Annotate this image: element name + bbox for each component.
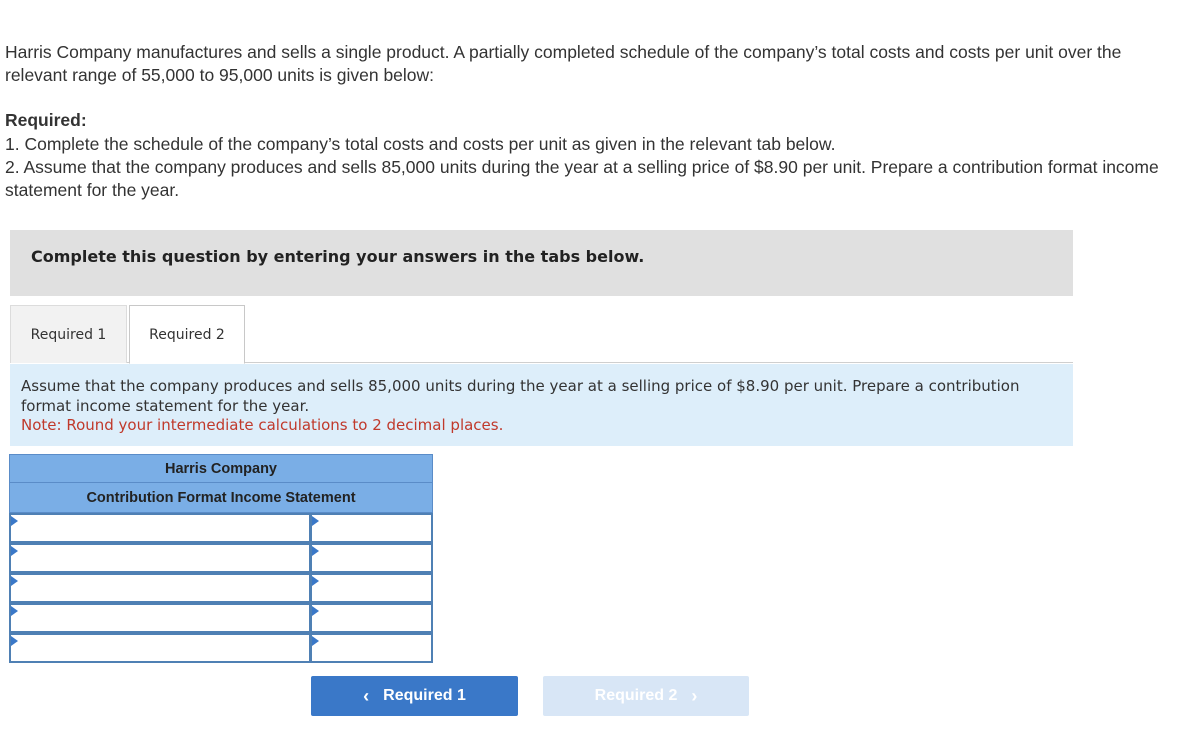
- income-statement-table: [9, 454, 433, 663]
- row-amount-input[interactable]: [312, 575, 431, 601]
- rounding-note: Note: Round your intermediate calculations to 2 decimal places.: [21, 416, 504, 434]
- row-label-cell[interactable]: [9, 633, 311, 663]
- row-amount-cell[interactable]: [310, 603, 433, 633]
- input-indicator-icon: [312, 606, 319, 616]
- row-amount-input[interactable]: [312, 515, 431, 541]
- row-label-input[interactable]: [11, 635, 309, 661]
- row-label-cell[interactable]: [9, 573, 311, 603]
- input-indicator-icon: [312, 546, 319, 556]
- row-label-input[interactable]: [11, 605, 309, 631]
- next-tab-label: Required 2: [594, 687, 678, 704]
- row-label-input[interactable]: [11, 515, 309, 541]
- previous-tab-label: Required 1: [383, 687, 466, 704]
- table-row: [9, 513, 433, 543]
- row-amount-cell[interactable]: [310, 573, 433, 603]
- required-heading: Required:: [5, 110, 87, 130]
- banner-text: Complete this question by entering your answers in the tabs below.: [31, 247, 645, 266]
- row-label-cell[interactable]: [9, 603, 311, 633]
- input-indicator-icon: [312, 516, 319, 526]
- statement-title-header: Contribution Format Income Statement: [9, 483, 433, 513]
- required-item-1: 1. Complete the schedule of the company’s total costs and costs per unit as given in the relevant tab below.: [5, 134, 836, 154]
- input-indicator-icon: [312, 636, 319, 646]
- tab-label: Required 2: [149, 326, 225, 343]
- row-amount-cell[interactable]: [310, 543, 433, 573]
- dropdown-indicator-icon: [11, 576, 18, 586]
- next-tab-button[interactable]: [543, 676, 749, 716]
- table-row: [9, 543, 433, 573]
- dropdown-indicator-icon: [11, 546, 18, 556]
- row-amount-cell[interactable]: [310, 513, 433, 543]
- tab-required-2[interactable]: [129, 305, 245, 364]
- row-label-cell[interactable]: [9, 543, 311, 573]
- dropdown-indicator-icon: [11, 636, 18, 646]
- required-item-2: 2. Assume that the company produces and sells 85,000 units during the year at a selling price of $8.90 per unit. Prepare a contribution format income statement for the year.: [5, 157, 1159, 200]
- instructions-banner: [10, 230, 1073, 296]
- row-amount-cell[interactable]: [310, 633, 433, 663]
- chevron-left-icon: ‹: [363, 685, 370, 706]
- row-amount-input[interactable]: [312, 545, 431, 571]
- tab-required-1[interactable]: [10, 305, 127, 363]
- table-row: [9, 633, 433, 663]
- previous-tab-button[interactable]: [311, 676, 518, 716]
- table-row: [9, 603, 433, 633]
- row-label-cell[interactable]: [9, 513, 311, 543]
- problem-intro-text: Harris Company manufactures and sells a single product. A partially completed schedule of the company’s total costs and costs per unit over the relevant range of 55,000 to 95,000 units is given below:: [5, 42, 1122, 85]
- dropdown-indicator-icon: [11, 516, 18, 526]
- row-amount-input[interactable]: [312, 605, 431, 631]
- statement-company-header: Harris Company: [9, 454, 433, 483]
- tab-label: Required 1: [30, 326, 107, 343]
- tab-instructions-panel: [10, 364, 1073, 446]
- table-row: [9, 573, 433, 603]
- input-indicator-icon: [312, 576, 319, 586]
- chevron-right-icon: ›: [691, 685, 698, 706]
- tab-instructions-text: Assume that the company produces and sells 85,000 units during the year at a selling price of $8.90 per unit. Prepare a contribution format income statement for the year.: [21, 377, 1020, 415]
- row-label-input[interactable]: [11, 545, 309, 571]
- dropdown-indicator-icon: [11, 606, 18, 616]
- row-amount-input[interactable]: [312, 635, 431, 661]
- row-label-input[interactable]: [11, 575, 309, 601]
